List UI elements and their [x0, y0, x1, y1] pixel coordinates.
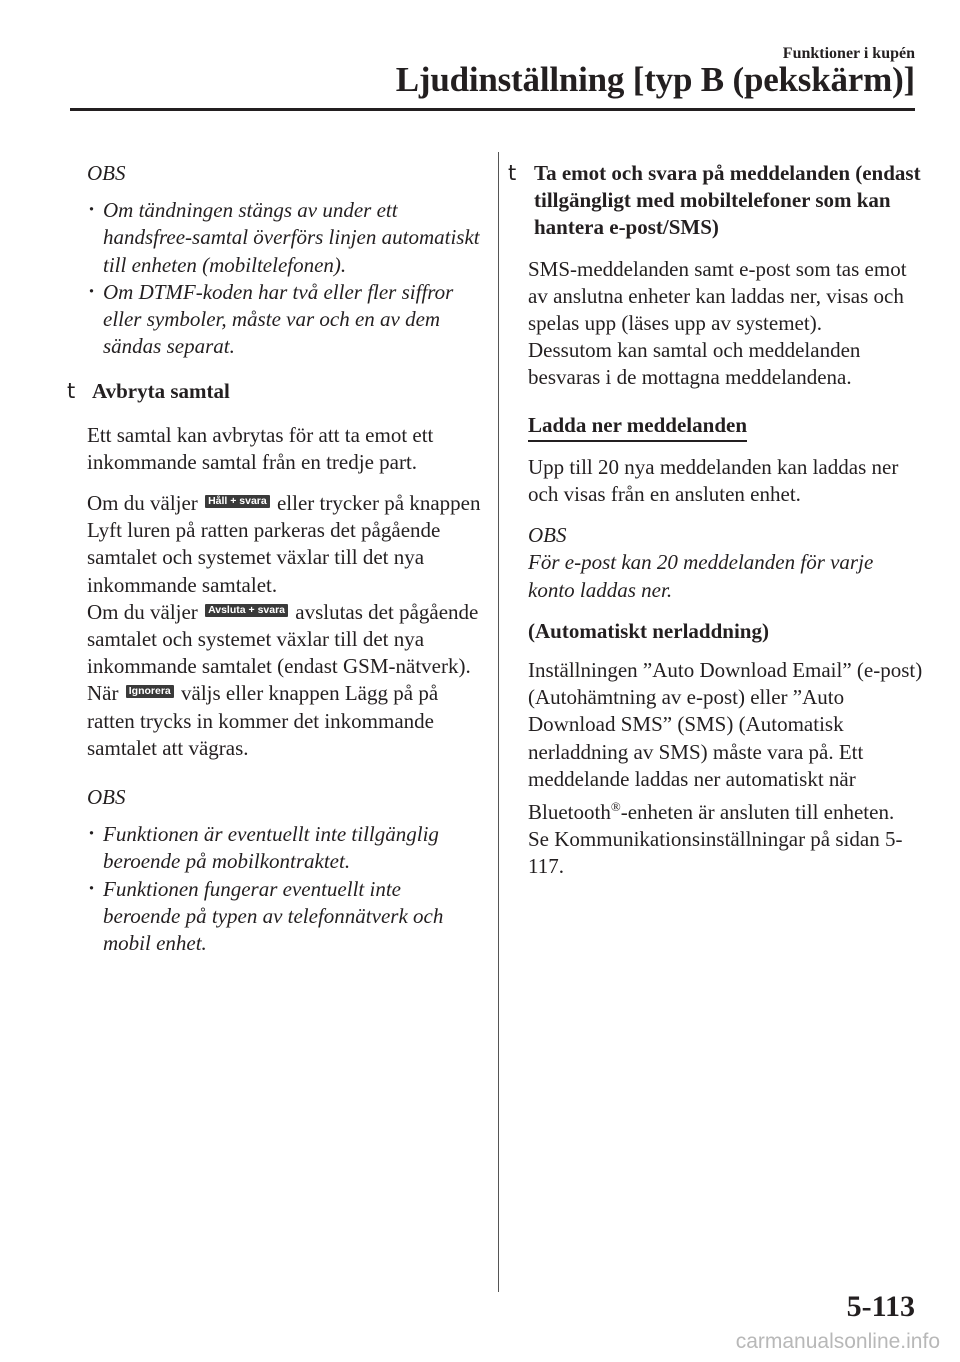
paragraph: [87, 680, 482, 762]
obs-item: · Funktionen är eventuellt inte tillgänglig beroende på mobilkontraktet.: [87, 821, 482, 875]
obs-text: För e-post kan 20 meddelanden för varje konto laddas ner.: [528, 550, 874, 602]
paragraph: [87, 490, 482, 599]
obs-item: · Om tändningen stängs av under ett handsfree-samtal överförs linjen automatiskt till enheten (mobiltelefonen).: [87, 197, 482, 279]
heading-text: Avbryta samtal: [92, 379, 230, 404]
subheading-ladda-ner: Ladda ner meddelanden: [528, 412, 747, 442]
column-divider: [498, 152, 499, 1292]
heading-marker-icon: t: [508, 161, 517, 185]
obs-label: OBS: [87, 785, 126, 810]
section-label: Funktioner i kupén: [782, 45, 915, 62]
page-number: 5-113: [846, 1290, 915, 1323]
paragraph-text: avslutas det pågående samtalet och systemet växlar till det nya inkommande samtalet (endast GSM-nätverk).: [87, 599, 479, 679]
obs-list: [87, 197, 482, 360]
obs-item: · Om DTMF-koden har två eller fler siffror eller symboler, måste var och en av dem sändas separat.: [87, 279, 482, 361]
heading-marker-icon: t: [67, 379, 76, 404]
section-heading-meddelanden: [508, 160, 923, 242]
paragraph-text: eller trycker på knappen Lyft luren på ratten parkeras det pågående samtalet och systemet växlar till det nya inkommande samtalet.: [87, 491, 481, 597]
paragraph-text: När: [87, 681, 119, 706]
paragraph: Dessutom kan samtal och meddelanden besvaras i de mottagna meddelandena.: [528, 338, 861, 390]
paragraph: [528, 657, 923, 826]
paragraph-text: väljs eller knappen Lägg på på ratten trycks in kommer det inkommande samtalet att vägras.: [87, 681, 439, 760]
paragraph: SMS-meddelanden samt e-post som tas emot av anslutna enheter kan laddas ner, visas och spelas upp (läses upp av systemet).: [528, 256, 907, 336]
paragraph-text: -enheten är ansluten till enheten.: [620, 800, 895, 825]
ignorera-button-label: Ignorera: [126, 685, 174, 698]
obs-label: OBS: [528, 523, 567, 548]
watermark: carmanualsonline.info: [735, 1330, 940, 1353]
obs-item: · Funktionen fungerar eventuellt inte beroende på typen av telefonnätverk och mobil enhet.: [87, 876, 482, 958]
paragraph: Upp till 20 nya meddelanden kan laddas ner och visas från en ansluten enhet.: [528, 454, 899, 507]
paragraph: [87, 599, 482, 681]
paragraph-text: Om du väljer: [87, 491, 198, 516]
subheading-automatiskt: (Automatiskt nerladdning): [528, 618, 769, 643]
obs-label: OBS: [87, 161, 126, 185]
header-rule: [70, 108, 915, 111]
heading-text: Ta emot och svara på meddelanden (endast tillgängligt med mobiltelefoner som kan hantera e-post/SMS): [534, 161, 921, 240]
section-heading-avbryta-samtal: [67, 378, 482, 405]
paragraph-text: Om du väljer: [87, 599, 198, 624]
right-column: [508, 160, 923, 881]
registered-mark: ®: [610, 799, 621, 815]
chapter-title: Ljudinställning [typ B (pekskärm)]: [395, 60, 915, 99]
paragraph-text: Inställningen ”Auto Download Email” (e-post) (Autohämtning av e-post) eller ”Auto Download SMS” (SMS) (Automatisk nerladdning av SMS) måste vara på. Ett meddelande laddas ner automatiskt när Bluetooth: [528, 658, 923, 825]
paragraph: Ett samtal kan avbrytas för att ta emot ett inkommande samtal från en tredje part.: [87, 422, 434, 474]
avsluta-svara-button-label: Avsluta + svara: [205, 604, 288, 617]
hall-svara-button-label: Håll + svara: [205, 495, 270, 508]
left-column: [67, 160, 482, 957]
obs-list: [87, 821, 482, 957]
paragraph: Se Kommunikationsinställningar på sidan 5-117.: [528, 827, 903, 879]
